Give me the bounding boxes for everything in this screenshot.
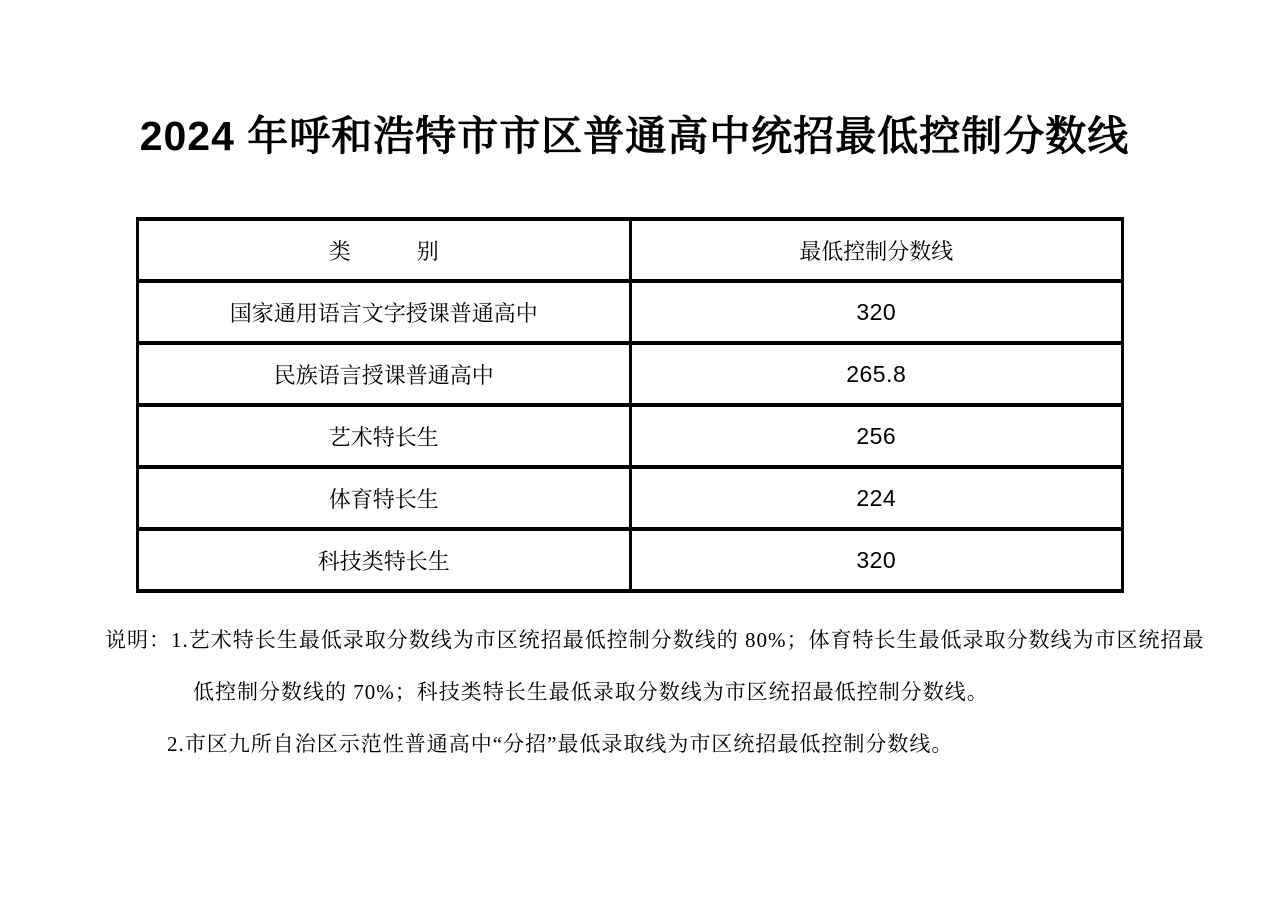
column-header-category: 类 别 [138,219,631,281]
score-cell: 320 [630,529,1123,591]
score-cell: 320 [630,281,1123,343]
category-cell: 民族语言授课普通高中 [138,343,631,405]
table-row [138,405,1123,467]
category-cell: 艺术特长生 [138,405,631,467]
notes-section [105,614,1215,770]
score-cell: 224 [630,467,1123,529]
note-line-1: 说明：1.艺术特长生最低录取分数线为市区统招最低控制分数线的 80%；体育特长生最低录取分数线为市区统招最 [105,628,1205,652]
note-line-3: 2.市区九所自治区示范性普通高中“分招”最低录取线为市区统招最低控制分数线。 [167,732,954,756]
column-header-score: 最低控制分数线 [630,219,1123,281]
page-title: 2024 年呼和浩特市市区普通高中统招最低控制分数线 [139,113,1130,159]
table-row [138,467,1123,529]
table-row [138,343,1123,405]
table-header-row [138,219,1123,281]
table-row [138,529,1123,591]
category-cell: 国家通用语言文字授课普通高中 [138,281,631,343]
category-cell: 科技类特长生 [138,529,631,591]
table-row [138,281,1123,343]
note-line-2: 低控制分数线的 70%；科技类特长生最低录取分数线为市区统招最低控制分数线。 [193,680,989,704]
score-cell: 265.8 [630,343,1123,405]
score-table [136,217,1124,593]
category-cell: 体育特长生 [138,467,631,529]
score-cell: 256 [630,405,1123,467]
